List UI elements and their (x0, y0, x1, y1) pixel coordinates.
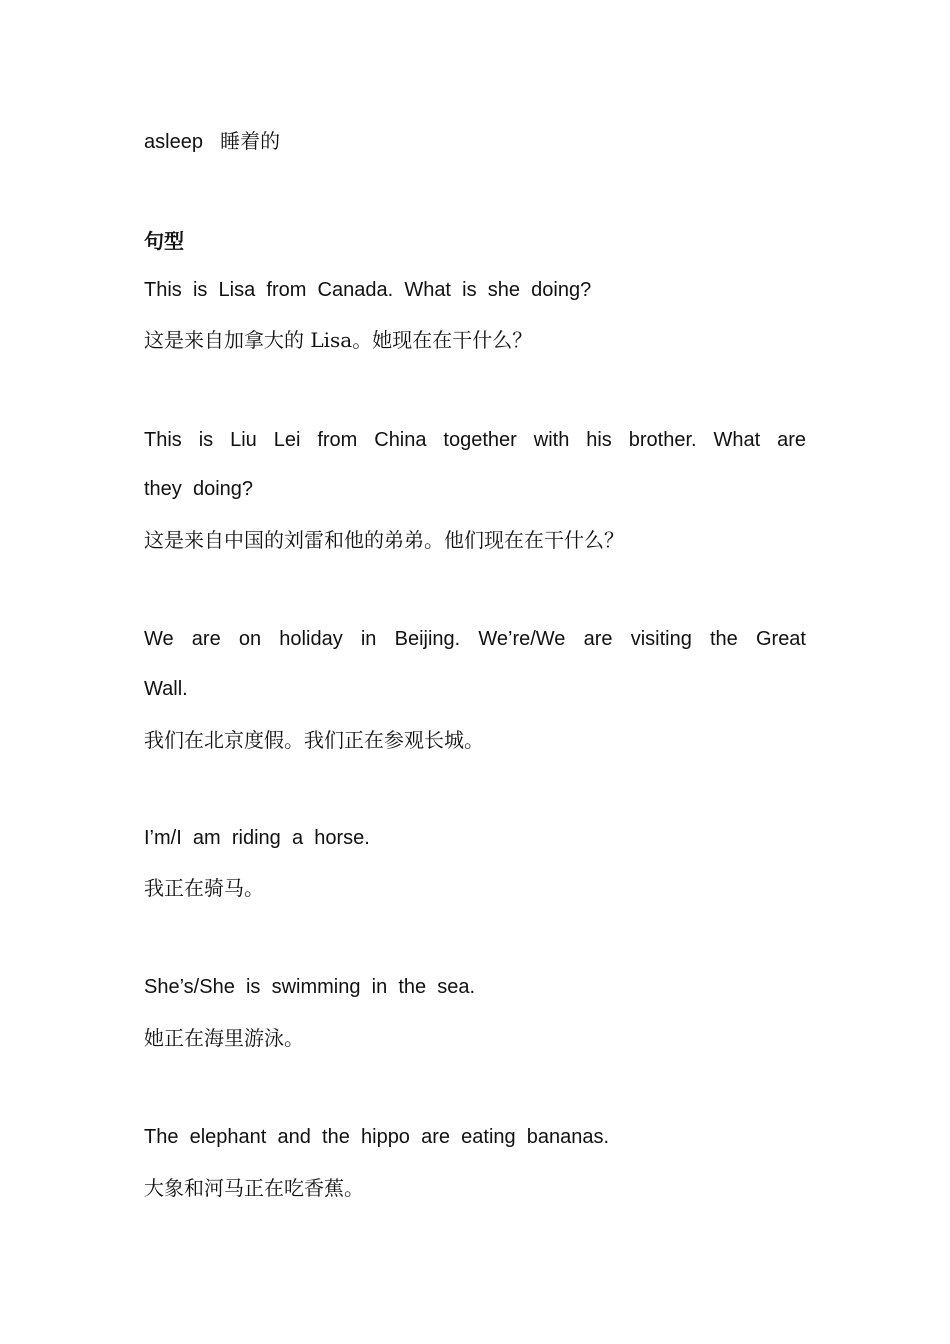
section-heading: 句型 (144, 229, 184, 253)
vocab-line (144, 128, 806, 155)
sentence-3-chinese: 我们在北京度假。我们正在参观长城。 (144, 728, 484, 752)
sentence-5-chinese: 她正在海里游泳。 (144, 1026, 304, 1050)
sentence-5-english: She’s/She is swimming in the sea. (144, 976, 476, 998)
sentence-1-english: This is Lisa from Canada. What is she doing? (144, 279, 592, 301)
sentence-4-chinese: 我正在骑马。 (144, 876, 264, 900)
sentence-2-english-line1: This is Liu Lei from China together with his brother. What are (144, 429, 806, 451)
sentence-2-english-line2: they doing? (144, 478, 254, 500)
sentence-2-chinese: 这是来自中国的刘雷和他的弟弟。他们现在在干什么？ (144, 528, 624, 552)
sentence-4-english: I’m/I am riding a horse. (144, 827, 370, 849)
sentence-6-english: The elephant and the hippo are eating bananas. (144, 1126, 610, 1148)
sentence-3-english-line2: Wall. (144, 678, 188, 700)
vocab-word: asleep (144, 131, 203, 153)
sentence-1-chinese: 这是来自加拿大的 Lisa。她现在在干什么？ (144, 328, 533, 352)
vocab-meaning: 睡着的 (220, 129, 281, 153)
sentence-3-english-line1: We are on holiday in Beijing. We’re/We are visiting the Great (144, 628, 806, 650)
sentence-6-chinese: 大象和河马正在吃香蕉。 (144, 1176, 364, 1200)
